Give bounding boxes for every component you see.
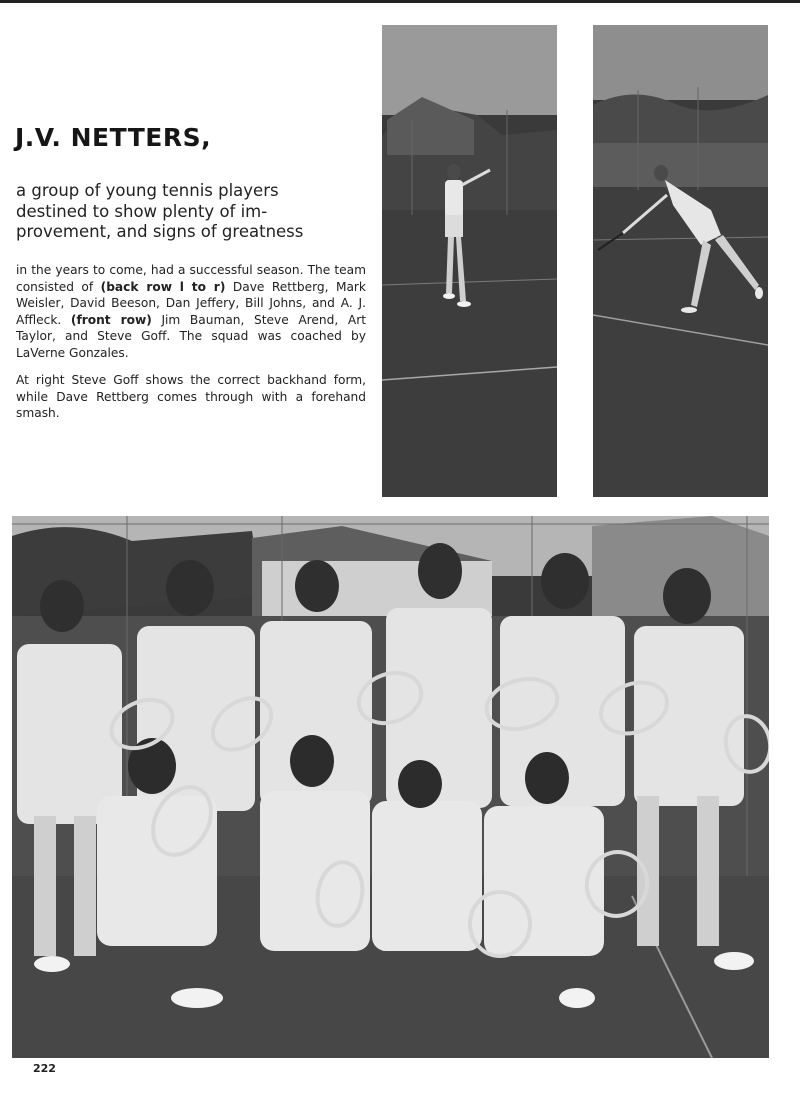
intro-line: a group of young tennis players xyxy=(16,181,279,200)
page-number: 222 xyxy=(33,1062,56,1075)
body-text xyxy=(16,262,366,422)
intro-text xyxy=(16,181,336,243)
forehand-photo xyxy=(593,25,768,497)
page-heading: J.V. NETTERS, xyxy=(15,123,212,152)
intro-line: provement, and signs of greatness xyxy=(16,222,304,241)
roster-paragraph: in the years to come, had a successful season. The team consisted of (back row l to r) Dave Rettberg, Mark Weisler, David Beeson, Dan Jeffery, Bill Johns, and A. J. Affleck. (front row) Jim Bauman, Steve Arend, Art Taylor, and Steve Goff. The squad was coached by LaVerne Gonzales. xyxy=(16,263,367,360)
caption-paragraph: At right Steve Goff shows the correct backhand form, while Dave Rettberg comes through with a forehand smash. xyxy=(16,373,366,420)
backhand-photo xyxy=(382,25,557,497)
team-photo xyxy=(12,516,769,1058)
intro-line: destined to show plenty of im- xyxy=(16,201,268,221)
top-rule xyxy=(0,0,800,3)
